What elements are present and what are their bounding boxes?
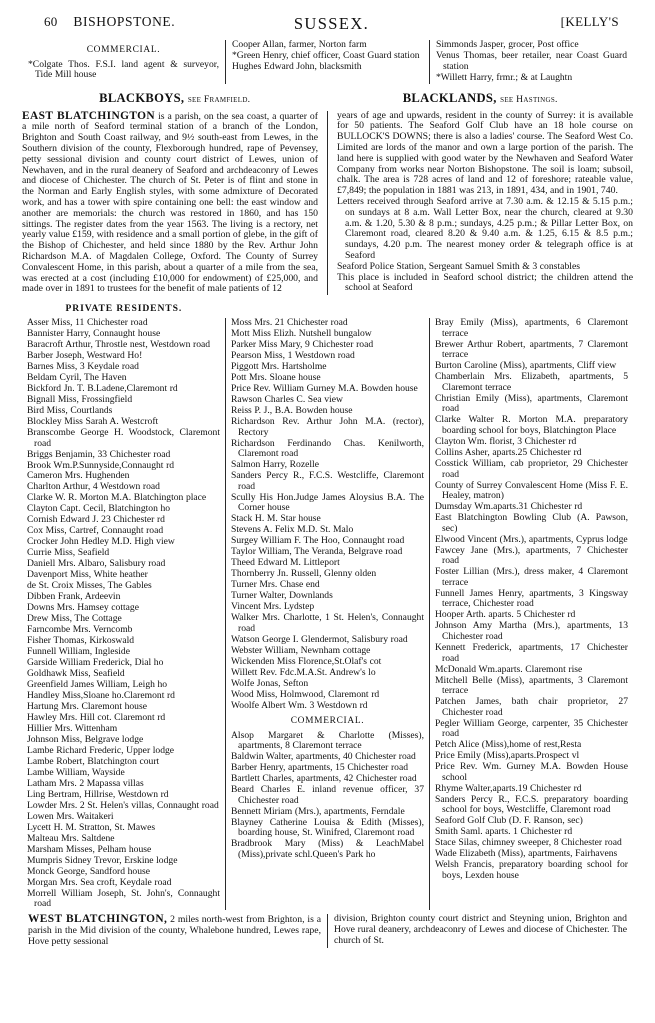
directory-entry: Collins Asher, aparts.25 Chichester rd: [435, 446, 582, 458]
directory-entry: Branscombe George H. Woodstock, Claremont road: [27, 426, 220, 449]
directory-entry: Barber Joseph, Westward Ho!: [27, 350, 143, 362]
directory-entry: Welsh Francis, preparatory boarding school for boys, Lexden house: [435, 859, 628, 881]
directory-entry: Lowder Mrs. 2 St. Helen's villas, Connaught road: [27, 800, 219, 812]
parish-description-part-2: years of age and upwards, resident in the county of Surrey: it is available for 50 patients. The Seaford Golf Club have an 18 hole course on BULLOCK'S DOWNS; there is also a ladies' course. The Seaford West Co. Limited are lords of the manor and own a large portion of the parish. The land here is supplied with good water by the Newhaven and Seaford Water Company from works near Norton Bishopstone. The soil is loam; subsoil, chalk. The area is 728 acres of land and 12 of foreshore; rateable value, £7,849; the population in 1881 was 213, in 1891, 434, and in 1901, 740.: [337, 109, 633, 197]
directory-entry: Burton Caroline (Miss), apartments, Cliff view: [435, 360, 617, 372]
directory-entry: Clarke W. R. Morton M.A. Blatchington place: [27, 492, 207, 504]
directory-entry: Charlton Arthur, 4 Westdown road: [27, 481, 160, 493]
directory-entry: Chamberlain Mrs. Elizabeth, apartments, 5 Claremont terrace: [435, 371, 628, 393]
directory-entry: Fisher Thomas, Kirkoswald: [27, 635, 135, 647]
directory-entry: Bradbrook Mary (Miss) & LeachMabel (Miss),private schl.Queen's Park ho: [231, 838, 424, 861]
directory-entry: Briggs Benjamin, 33 Chichester road: [27, 448, 171, 460]
directory-entry: Lambe Richard Frederic, Upper lodge: [27, 745, 175, 757]
directory-entry: Piggott Mrs. Hartsholme: [231, 361, 327, 373]
west-blatchington-block: [22, 914, 633, 947]
directory-entry: Venus Thomas, beer retailer, near Coast Guard station: [436, 49, 627, 72]
directory-entry: Barnes Miss, 3 Keydale road: [27, 361, 139, 373]
cross-reference-name: BLACKLANDS,: [402, 90, 497, 105]
directory-entry: Dibben Frank, Ardeevin: [27, 591, 121, 603]
directory-entry: Hooper Arth. aparts. 5 Chichester rd: [435, 609, 576, 621]
directory-entry: Monck George, Sandford house: [27, 865, 150, 877]
residents-column-1: [22, 318, 225, 910]
commercial-heading: COMMERCIAL.: [86, 45, 161, 55]
directory-entry: Farncombe Mrs. Verncomb: [27, 624, 133, 636]
directory-entry: Blockley Miss Sarah A. Westcroft: [27, 415, 159, 427]
directory-entry: Barber Henry, apartments, 15 Chichester road: [231, 762, 408, 774]
west-blatchington-text-left: 2 miles north-west from Brighton, is a parish in the Mid division of the county, Whalebone hundred, Lewes rape, Hove petty sessional: [28, 914, 321, 948]
directory-entry: Rhyme Walter,aparts.19 Chichester rd: [435, 782, 582, 794]
post-office-note: Letters received through Seaford arrive at 7.30 a.m. & 12.15 & 5.15 p.m.; on sundays at 8 a.m. Wall Letter Box, near the church, cleared at 9.30 a.m. & 1.20, 5.30 & 8 p.m.; sundays, 4.25 p.m.; & Pillar Letter Box, on Claremont road, cleared 8.20 & 9.40 a.m. & 1.25, 6.15 & 8.5 p.m.; sundays, 4.20 p.m. The nearest money order & telegraph office is at Seaford: [337, 195, 633, 261]
east-blatchington-description: [22, 111, 633, 296]
directory-entry: Pearson Miss, 1 Westdown road: [231, 350, 355, 362]
directory-entry: Richardson Ferdinando Chas. Kenilworth, Claremont road: [231, 437, 424, 460]
directory-entry: Smith Saml. aparts. 1 Chichester rd: [435, 826, 573, 838]
directory-entry: Wickenden Miss Florence,St.Olaf's cot: [231, 655, 382, 667]
directory-entry: Bartlett Charles, apartments, 42 Chichester road: [231, 773, 417, 785]
directory-entry: Drew Miss, The Cottage: [27, 613, 122, 625]
directory-entry: Simmonds Jasper, grocer, Post office: [436, 39, 579, 50]
bishopstone-commercial-col-2: [225, 40, 429, 84]
directory-entry: Scully His Hon.Judge James Aloysius B.A. The Corner house: [231, 491, 424, 514]
directory-entry: Christian Emily (Miss), apartments, Claremont road: [435, 392, 628, 415]
directory-entry: Daniell Mrs. Albaro, Salisbury road: [27, 558, 166, 570]
running-head-place: BISHOPSTONE.: [73, 14, 176, 29]
directory-entry: Blayney Catherine Louisa & Edith (Misses), boarding house, St. Winifred, Claremont road: [231, 816, 424, 839]
directory-entry: Stace Silas, chimney sweeper, 8 Chichester road: [435, 837, 622, 849]
directory-entry: Rawson Charles C. Sea view: [231, 393, 343, 405]
cross-reference-note: see Framfield.: [187, 93, 251, 105]
cross-reference-blackboys: [22, 91, 328, 106]
directory-entry: Price Rev. Wm. Gurney M.A. Bowden House school: [435, 761, 628, 783]
directory-entry: Cox Miss, Cartref, Connaught road: [27, 525, 164, 537]
directory-entry: Downs Mrs. Hamsey cottage: [27, 602, 139, 614]
directory-entry: Brook Wm.P.Sunnyside,Connaught rd: [27, 459, 175, 471]
cross-reference-note: see Hastings.: [500, 93, 558, 105]
directory-entry: Baldwin Walter, apartments, 40 Chichester road: [231, 751, 416, 763]
directory-entry: Reiss P. J., B.A. Bowden house: [231, 404, 353, 416]
directory-entry: Wolfe Jonas, Sefton: [231, 677, 309, 689]
directory-entry: Johnson Amy Martha (Mrs.), apartments, 13 Chichester road: [435, 620, 628, 642]
running-head-left: [44, 14, 175, 30]
cross-reference-blacklands: [328, 91, 634, 106]
directory-entry: Cooper Allan, farmer, Norton farm: [232, 39, 367, 50]
parish-title: EAST BLATCHINGTON: [22, 109, 156, 122]
directory-entry: Turner Mrs. Chase end: [231, 579, 320, 591]
directory-entry: Sanders Percy R., F.C.S. Westcliffe, Claremont road: [231, 470, 424, 492]
west-blatchington-title: WEST BLATCHINGTON,: [28, 913, 168, 926]
directory-entry: Patchen James, bath chair proprietor, 27 Chichester road: [435, 696, 628, 718]
directory-entry: Brewer Arthur Robert, apartments, 7 Claremont terrace: [435, 338, 628, 361]
directory-entry: de St. Croix Misses, The Gables: [27, 580, 152, 592]
directory-entry: Currie Miss, Seafield: [27, 547, 110, 559]
directory-entry: Willett Rev. Fdc.M.A.St. Andrew's lo: [231, 666, 376, 678]
directory-entry: Hillier Mrs. Wittenham: [27, 723, 118, 735]
directory-entry: Fawcey Jane (Mrs.), apartments, 7 Chichester road: [435, 544, 628, 567]
directory-entry: Seaford Golf Club (D. F. Ranson, sec): [435, 815, 583, 827]
directory-entry: Dumsday Wm.aparts.31 Chichester rd: [435, 501, 583, 513]
directory-entry: Wood Miss, Holmwood, Claremont rd: [231, 688, 380, 700]
west-blatchington-left: [22, 914, 327, 947]
directory-entry: Parker Miss Mary, 9 Chichester road: [231, 339, 374, 351]
directory-entry: Thornberry Jn. Russell, Glenny olden: [231, 568, 377, 580]
bishopstone-commercial-col-3: [429, 40, 633, 84]
directory-entry: Malteau Mrs. Saltdene: [27, 832, 115, 844]
private-residents-heading-row: [22, 295, 633, 318]
directory-entry: McDonald Wm.aparts. Claremont rise: [435, 663, 583, 675]
directory-entry: Morgan Mrs. Sea croft, Keydale road: [27, 876, 172, 888]
directory-entry: Richardson Rev. Arthur John M.A. (rector), Rectory: [231, 415, 424, 438]
directory-entry: Ling Bertram, Hillrise, Westdown rd: [27, 789, 169, 801]
directory-entry: Morrell William Joseph, St. John's, Connaught road: [27, 887, 220, 910]
directory-entry: Surgey William F. The Hoo, Connaught road: [231, 535, 405, 547]
school-district-note: This place is included in Seaford school district; the children attend the school at Seaford: [337, 271, 633, 294]
directory-entry: Clayton Wm. florist, 3 Chichester rd: [435, 435, 577, 447]
directory-entry: Crocker John Hedley M.D. High view: [27, 536, 175, 548]
directory-entry: Webster William, Newnham cottage: [231, 644, 371, 656]
directory-entry: Garside William Frederick, Dial ho: [27, 657, 164, 669]
directory-entry: Funnell William, Ingleside: [27, 646, 130, 658]
directory-entry: Handley Miss,Sloane ho.Claremont rd: [27, 690, 175, 702]
directory-entry: Mitchell Belle (Miss), apartments, 3 Claremont terrace: [435, 674, 628, 697]
directory-entry: Lycett H. M. Stratton, St. Mawes: [27, 821, 156, 833]
directory-entry: Petch Alice (Miss),home of rest,Resta: [435, 739, 582, 751]
residents-column-3: [429, 318, 633, 910]
residents-column-2: [225, 318, 429, 910]
directory-entry: Lambe Robert, Blatchington court: [27, 756, 160, 768]
cross-reference-row: [22, 84, 633, 109]
directory-entry: Wade Elizabeth (Miss), apartments, Fairhavens: [435, 848, 618, 860]
cross-reference-name: BLACKBOYS,: [99, 90, 185, 105]
directory-entry: Price Emily (Miss),aparts.Prospect vl: [435, 750, 580, 762]
residents-listing: [22, 318, 633, 910]
directory-entry: Asser Miss, 11 Chichester road: [27, 317, 148, 329]
directory-entry: Cameron Mrs. Hughenden: [27, 470, 130, 482]
directory-entry: Sanders Percy R., F.C.S. preparatory boarding school for boys, Westcliffe, Claremont road: [435, 793, 628, 816]
private-residents-heading: PRIVATE RESIDENTS.: [65, 303, 183, 315]
directory-entry: Clarke Walter R. Morton M.A. preparatory boarding school for boys, Blatchington Place: [435, 414, 628, 436]
directory-entry: Price Rev. William Gurney M.A. Bowden house: [231, 383, 418, 394]
directory-entry: Pott Mrs. Sloane house: [231, 372, 321, 384]
directory-entry: Kennett Frederick, apartments, 17 Chichester road: [435, 641, 628, 664]
west-blatchington-paragraph-left: [28, 914, 321, 947]
directory-entry: Stevens A. Felix M.D. St. Malo: [231, 524, 354, 536]
directory-entry: Woolfe Albert Wm. 3 Westdown rd: [231, 699, 368, 711]
directory-entry: Turner Walter, Downlands: [231, 590, 333, 602]
police-station-note: Seaford Police Station, Sergeant Samuel Smith & 3 constables: [337, 260, 581, 272]
directory-entry: Clayton Capt. Cecil, Blatchington ho: [27, 503, 171, 515]
directory-entry: Bird Miss, Courtlands: [27, 404, 113, 416]
directory-entry: Walker Mrs. Charlotte, 1 St. Helen's, Connaught road: [231, 612, 424, 634]
directory-entry: Mott Miss Elizh. Nutshell bungalow: [231, 328, 372, 340]
running-head-county: SUSSEX.: [293, 14, 370, 33]
directory-entry: Alsop Margaret & Charlotte (Misses), apartments, 8 Claremont terrace: [231, 729, 424, 752]
directory-entry: Taylor William, The Veranda, Belgrave road: [231, 546, 403, 558]
directory-entry: Bannister Harry, Connaught house: [27, 328, 161, 340]
directory-entry: County of Surrey Convalescent Home (Miss F. E. Healey, matron): [435, 479, 628, 502]
commercial-heading: COMMERCIAL.: [290, 716, 365, 727]
directory-entry: Mumpris Sidney Trevor, Erskine lodge: [27, 854, 178, 866]
directory-entry: Stack H. M. Star house: [231, 513, 321, 525]
directory-entry: Bray Emily (Miss), apartments, 6 Claremont terrace: [435, 317, 628, 339]
directory-entry: Marsham Misses, Pelham house: [27, 843, 152, 855]
bishopstone-commercial-block: [22, 40, 633, 84]
directory-entry: Salmon Harry, Rozelle: [231, 459, 319, 471]
directory-entry: Moss Mrs. 21 Chichester road: [231, 317, 348, 329]
directory-entry: Hughes Edward John, blacksmith: [232, 60, 362, 72]
directory-entry: Cosstick William, cab proprietor, 29 Chichester road: [435, 457, 628, 480]
directory-entry: Vincent Mrs. Lydstep: [231, 601, 315, 613]
description-column-left: [22, 111, 327, 296]
directory-entry: *Willett Harry, frmr.; & at Laughtn: [436, 71, 573, 83]
running-head-publisher: [KELLY'S: [560, 14, 619, 29]
directory-entry: Beard Charles E. inland revenue officer, 37 Chichester road: [231, 784, 424, 806]
directory-entry: Bennett Miriam (Mrs.), apartments, Ferndale: [231, 805, 405, 817]
directory-entry: *Colgate Thos. F.S.I. land agent & surveyor, Tide Mill house: [28, 58, 219, 81]
directory-entry: Lowen Mrs. Waitakeri: [27, 811, 114, 822]
directory-entry: Cornish Edward J. 23 Chichester rd: [27, 514, 165, 526]
directory-entry: Funnell James Henry, apartments, 3 Kingsway terrace, Chichester road: [435, 587, 628, 610]
directory-entry: Baracroft Arthur, Throstle nest, Westdown road: [27, 339, 211, 351]
directory-entry: Goldhawk Miss, Seafield: [27, 668, 125, 680]
directory-entry: Bignall Miss, Frossingfield: [27, 393, 133, 405]
west-blatchington-right: [327, 914, 633, 947]
directory-entry: Elwood Vincent (Mrs.), apartments, Cyprus lodge: [435, 533, 628, 545]
directory-entry: Greenfield James William, Leigh ho: [27, 679, 168, 691]
parish-text: is a parish, on the sea coast, a quarter of a mile north of Seaford terminal station of a branch of the London, Brighton and South Coast railway, and 9½ south-east from Lewes, in the Southern division of the county, Flexborough hundred, rape of Pevensey, petty sessional division and county court district of Lewes, union of Newhaven, and in the rural deanery of Seaford and archdeaconry of Lewes and diocese of Chichester. The church of St. Peter is of flint and stone in the Norman and Early English styles, with some admixture of Decorated work, and has a tower with spire containing one bell: the east window and another are memorials: the church was restored in 1860, and has 150 sittings. The register dates from the year 1563. The living is a rectory, net yearly value £159, with residence and a small portion of glebe, in the gift of the Bishop of Chichester, and held since 1880 by the Rev. Arthur John Richardson M.A. of Magdalen College, Oxford. The County of Surrey Convalescent Home, in this parish, about a quarter of a mile from the sea, was erected at a cost (including £10,000 for endowment) of £25,000, and made over in 1891 to trustees for the benefit of male patients of 12: [22, 110, 318, 295]
running-head: [44, 14, 619, 33]
west-blatchington-paragraph-right: division, Brighton county court district and Steyning union, Brighton and Hove rural deanery, archdeaconry of Lewes and diocese of Chichester. The church of St.: [334, 913, 627, 947]
directory-entry: Foster Lillian (Mrs.), dress maker, 4 Claremont terrace: [435, 566, 628, 588]
directory-entry: Latham Mrs. 2 Mapassa villas: [27, 778, 144, 790]
directory-entry: Lambe William, Wayside: [27, 767, 125, 779]
directory-entry: Watson George I. Glendermot, Salisbury road: [231, 633, 408, 645]
page-number: 60: [44, 14, 58, 29]
description-column-right: [327, 111, 633, 296]
directory-entry: East Blatchington Bowling Club (A. Pawson, sec): [435, 512, 628, 534]
directory-entry: Pegler William George, carpenter, 35 Chichester road: [435, 717, 628, 740]
directory-entry: Bickford Jn. T. B.Ladene,Claremont rd: [27, 383, 178, 394]
directory-entry: Theed Edward M. Littleport: [231, 557, 340, 569]
directory-entry: Johnson Miss, Belgrave lodge: [27, 734, 144, 746]
parish-description-part-1: [22, 111, 318, 296]
directory-entry: *Green Henry, chief officer, Coast Guard station: [232, 49, 420, 61]
directory-entry: Beldam Cyril, The Haven: [27, 372, 127, 384]
bishopstone-commercial-col-1: [22, 40, 225, 84]
directory-entry: Davenport Miss, White heather: [27, 569, 148, 581]
directory-entry: Hartung Mrs. Claremont house: [27, 701, 147, 713]
directory-entry: Hawley Mrs. Hill cot. Claremont rd: [27, 712, 166, 724]
